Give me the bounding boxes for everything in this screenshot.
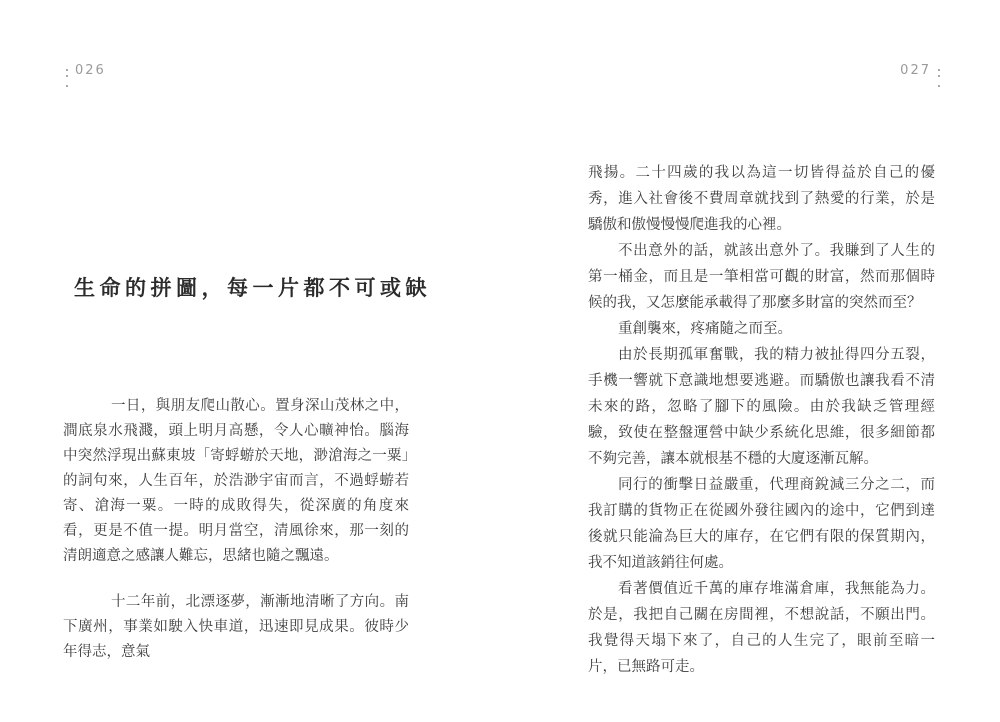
dotted-ornament-icon	[66, 62, 68, 87]
right-page-number: 027	[900, 63, 931, 78]
paragraph: 十二年前，北漂逐夢，漸漸地清晰了方向。南下廣州，事業如駛入快車道，迅速即見成果。彼時少年得志，意氣	[63, 594, 409, 660]
paragraph: 飛揚。二十四歲的我以為這一切皆得益於自己的優秀，進入社會後不費周章就找到了熱愛的行業，於是驕傲和傲慢慢慢爬進我的心裡。	[588, 165, 935, 233]
paragraph: 重創襲來，疼痛隨之而至。	[618, 321, 792, 337]
paragraph: 同行的衝擊日益嚴重，代理商銳減三分之二，而我訂購的貨物正在從國外發往國內的途中，它們到達後就只能淪為巨大的庫存，在它們有限的保質期內，我不知道該銷往何處。	[588, 477, 935, 571]
paragraph: 不出意外的話，就該出意外了。我賺到了人生的第一桶金，而且是一筆相當可觀的財富，然而那個時候的我，又怎麼能承載得了那麼多財富的突然而至？	[588, 243, 935, 311]
left-page-number: 026	[75, 63, 106, 78]
paragraph: 一日，與朋友爬山散心。置身深山茂林之中，澗底泉水飛濺，頭上明月高懸，令人心曠神怡。腦海中突然浮現出蘇東坡「寄蜉蝣於天地，渺滄海之一粟」的詞句來，人生百年，於浩渺宇宙而言，不過蜉蝣若寄、滄海一粟。一時的成敗得失，從深廣的角度來看，更是不值一提。明月當空，清風徐來，那一刻的清朗適意之感讓人難忘，思緒也隨之飄遠。	[63, 398, 409, 564]
left-page-header	[66, 62, 106, 87]
left-page-body	[63, 394, 409, 665]
chapter-title: 生命的拼圖，每一片都不可或缺	[74, 276, 431, 300]
right-page-header	[900, 62, 940, 87]
right-page-body	[588, 160, 935, 680]
dotted-ornament-icon	[938, 62, 940, 87]
paragraph: 由於長期孤軍奮戰，我的精力被扯得四分五裂，手機一響就下意識地想要逃避。而驕傲也讓我看不清未來的路，忽略了腳下的風險。由於我缺乏管理經驗，致使在整盤運營中缺少系統化思維，很多細節都不夠完善，讓本就根基不穩的大廈逐漸瓦解。	[588, 347, 935, 467]
paragraph: 看著價值近千萬的庫存堆滿倉庫，我無能為力。於是，我把自己關在房間裡，不想說話，不願出門。我覺得天塌下來了，自己的人生完了，眼前至暗一片，已無路可走。	[588, 581, 935, 675]
